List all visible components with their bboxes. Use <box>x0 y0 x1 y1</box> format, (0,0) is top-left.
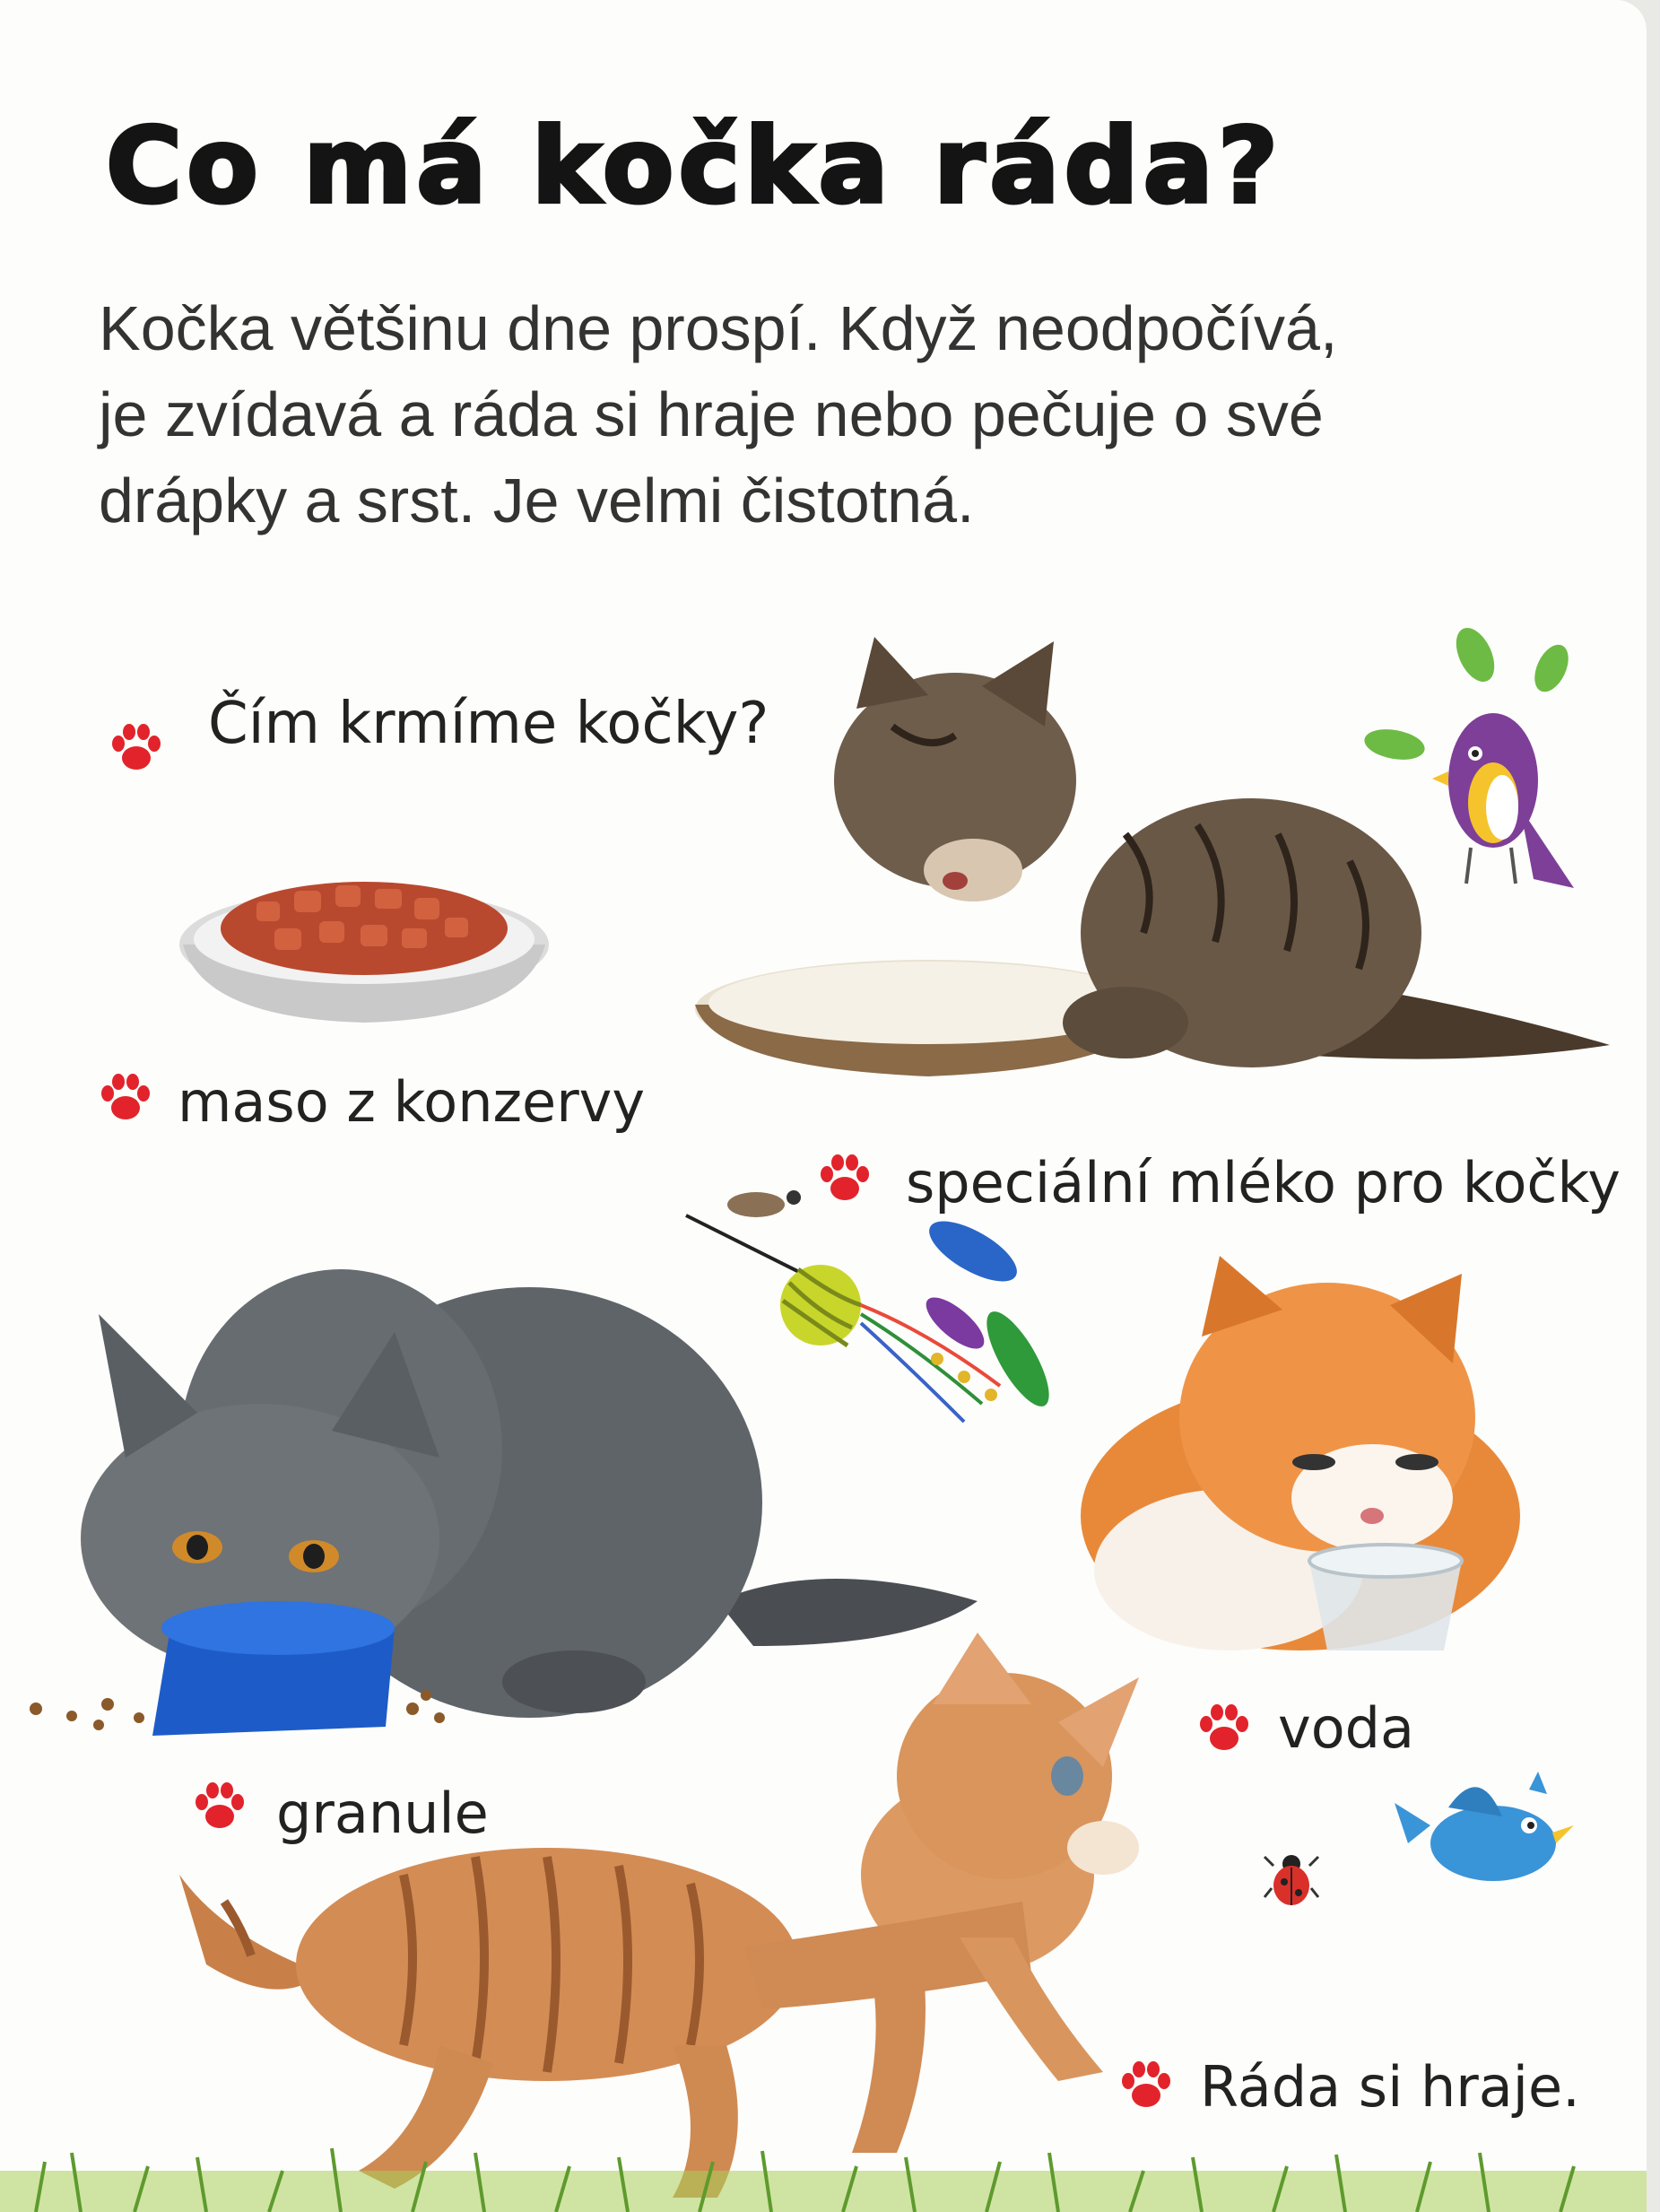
purple-bird-icon <box>1359 619 1578 906</box>
orange-kitten-water-image <box>1067 1256 1525 1659</box>
paw-icon <box>109 722 163 774</box>
ginger-kitten-playing-image <box>170 1668 1247 2212</box>
intro-text <box>99 285 1641 544</box>
canned-meat-bowl-image <box>176 839 552 1027</box>
ladybug-icon <box>1265 1848 1318 1911</box>
paw-icon <box>99 1072 152 1124</box>
intro-line-2: je zvídavá a ráda si hraje nebo pečuje o své <box>99 379 1324 449</box>
kibble-caption: granule <box>276 1781 489 1846</box>
canned-meat-caption: maso z konzervy <box>178 1069 646 1135</box>
water-caption: voda <box>1278 1695 1414 1761</box>
plays-caption: Ráda si hraje. <box>1200 2054 1580 2120</box>
special-milk-caption: speciální mléko pro kočky <box>906 1150 1621 1215</box>
intro-line-3: drápky a srst. Je velmi čistotná. <box>99 466 975 536</box>
feeding-question: Čím krmíme kočky? <box>208 691 769 757</box>
intro-line-1: Kočka většinu dne prospí. Když neodpočívá, <box>99 293 1338 363</box>
grey-cat-eating-image <box>18 1180 986 1754</box>
page-title: Co má kočka ráda? <box>106 106 1283 227</box>
grass-image <box>0 2135 1647 2212</box>
paw-icon <box>1119 2060 1173 2112</box>
blue-bird-icon <box>1395 1754 1574 1897</box>
